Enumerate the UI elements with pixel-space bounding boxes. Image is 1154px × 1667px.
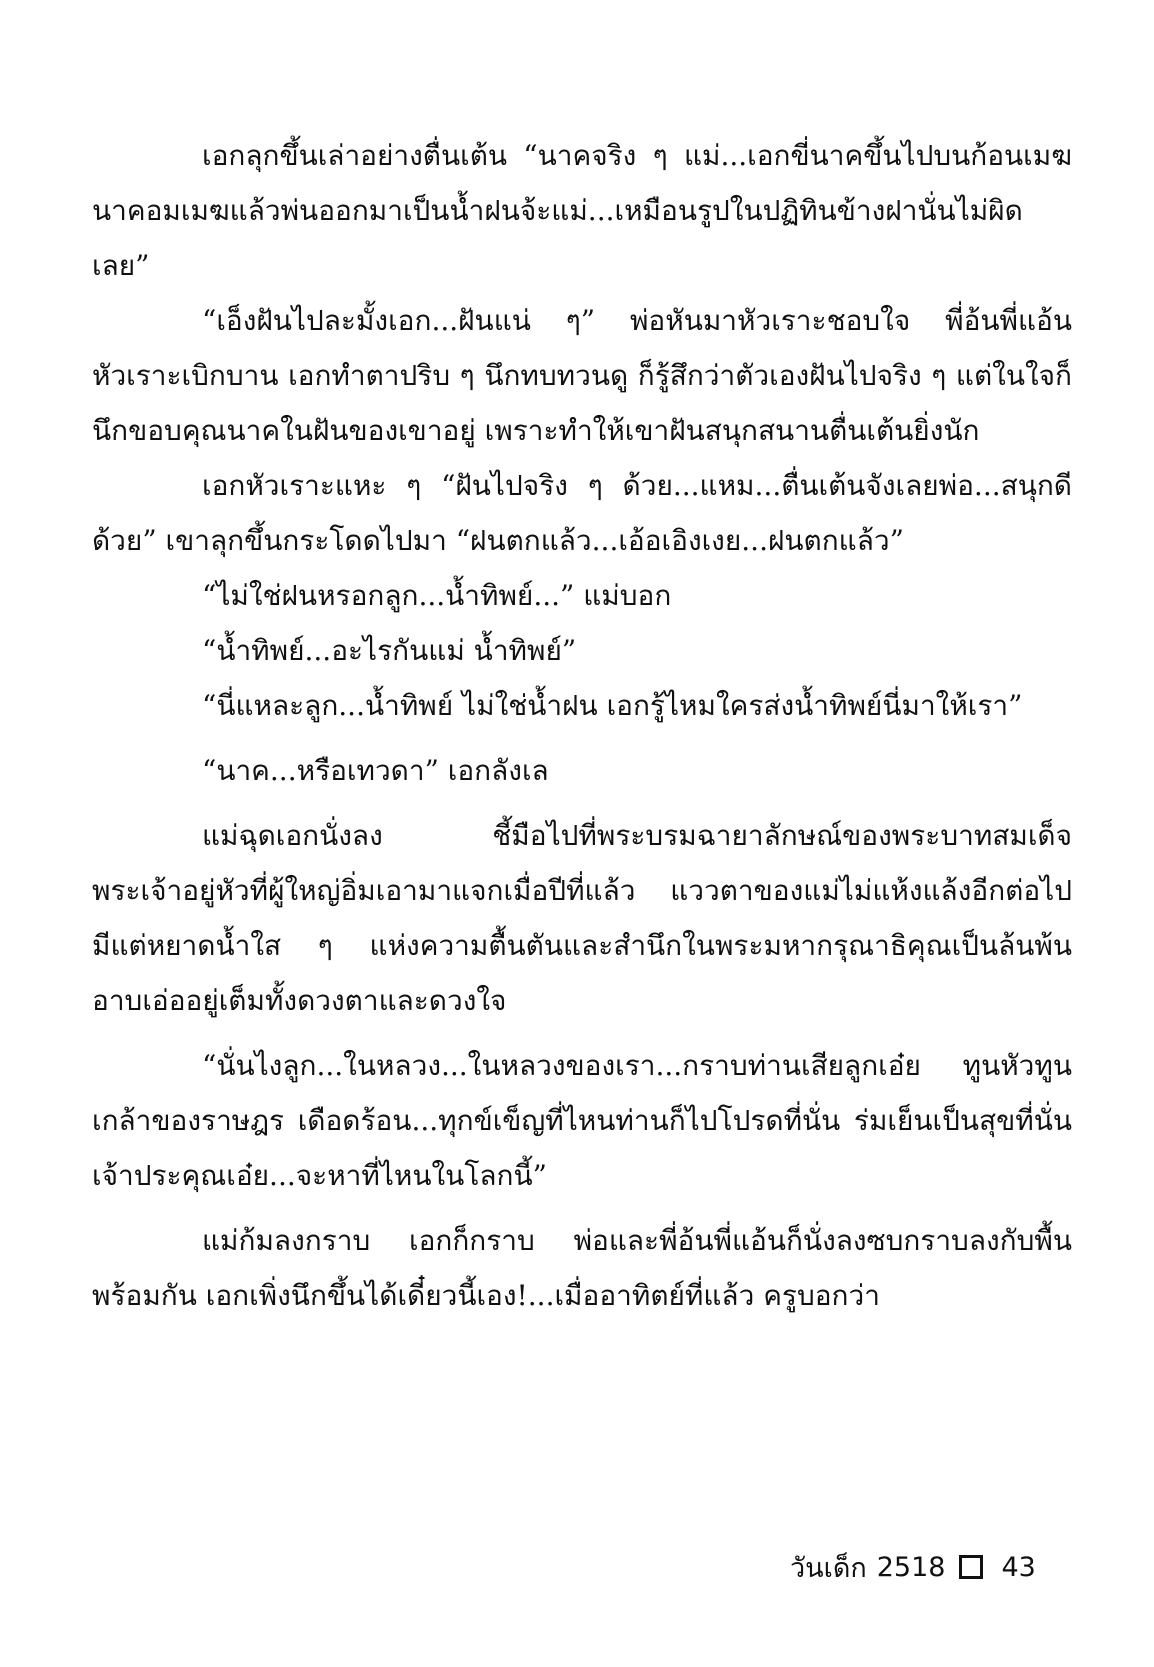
- story-text: [92, 128, 1072, 1323]
- paragraph-5: “น้ำทิพย์...อะไรกันแม่ น้ำทิพย์”: [202, 634, 577, 667]
- paragraph-9: “นั่นไงลูก...ในหลวง...ในหลวงของเรา...กราบท่านเสียลูกเอ๋ย ทูนหัวทูนเกล้าของราษฎร เดือดร้อน...ทุกข์เข็ญที่ไหนท่านก็ไปโปรดที่นั่น ร่มเย็นเป็นสุขที่นั่น เจ้าประคุณเอ๋ย...จะหาที่ไหนในโลกนี้”: [92, 1049, 1072, 1192]
- paragraph-1: เอกลุกขึ้นเล่าอย่างตื่นเต้น “นาคจริง ๆ แม่...เอกขี่นาคขึ้นไปบนก้อนเมฆ นาคอมเมฆแล้วพ่นออกมาเป็นน้ำฝนจ้ะแม่...เหมือนรูปในปฏิทินข้างฝานั่นไม่ผิดเลย”: [92, 139, 1072, 282]
- paragraph-10: แม่ก้มลงกราบ เอกก็กราบ พ่อและพี่อ้นพี่แอ้นก็นั่งลงซบกราบลงกับพื้นพร้อมกัน เอกเพิ่งนึกขึ้นได้เดี๋ยวนี้เอง!...เมื่ออาทิตย์ที่แล้ว ครูบอกว่า: [92, 1224, 1072, 1312]
- page-footer: [790, 1545, 1072, 1589]
- paragraph-4: “ไม่ใช่ฝนหรอกลูก...น้ำทิพย์...” แม่บอก: [202, 579, 672, 612]
- footer-label: วันเด็ก: [790, 1552, 867, 1584]
- footer-year: 2518: [876, 1551, 946, 1583]
- paragraph-7: “นาค...หรือเทวดา” เอกลังเล: [202, 754, 549, 787]
- square-separator-icon: [959, 1555, 983, 1579]
- paragraph-3: เอกหัวเราะแหะ ๆ “ฝันไปจริง ๆ ด้วย...แหม...ตื่นเต้นจังเลยพ่อ...สนุกดีด้วย” เขาลุกขึ้นกระโดดไปมา “ฝนตกแล้ว...เอ้อเอิงเงย...ฝนตกแล้ว”: [92, 469, 1072, 557]
- paragraph-8: แม่ฉุดเอกนั่งลง ชี้มือไปที่พระบรมฉายาลักษณ์ของพระบาทสมเด็จพระเจ้าอยู่หัวที่ผู้ใหญ่อิ่มเอามาแจกเมื่อปีที่แล้ว แววตาของแม่ไม่แห้งแล้งอีกต่อไป มีแต่หยาดน้ำใส ๆ แห่งความตื้นตันและสำนึกในพระมหากรุณาธิคุณเป็นล้นพ้น อาบเอ่ออยู่เต็มทั้งดวงตาและดวงใจ: [92, 819, 1072, 1017]
- paragraph-2: “เอ็งฝันไปละมั้งเอก...ฝันแน่ ๆ” พ่อหันมาหัวเราะชอบใจ พี่อ้นพี่แอ้นหัวเราะเบิกบาน เอกทำตาปริบ ๆ นึกทบทวนดู ก็รู้สึกว่าตัวเองฝันไปจริง ๆ แต่ในใจก็นึกขอบคุณนาคในฝันของเขาอยู่ เพราะทำให้เขาฝันสนุกสนานตื่นเต้นยิ่งนัก: [92, 304, 1072, 447]
- page-number: 43: [1001, 1551, 1036, 1583]
- paragraph-6: “นี่แหละลูก...น้ำทิพย์ ไม่ใช่น้ำฝน เอกรู้ไหมใครส่งน้ำทิพย์นี่มาให้เรา”: [202, 689, 1023, 722]
